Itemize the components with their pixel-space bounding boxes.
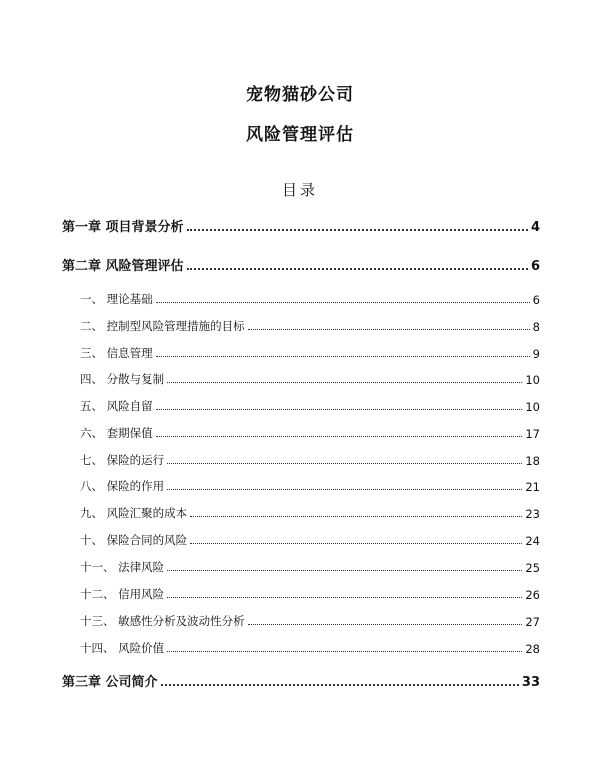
toc-entry-label: 第二章 风险管理评估 bbox=[62, 259, 184, 274]
toc-entry-label: 四、 分散与复制 bbox=[80, 372, 165, 386]
toc-entry[interactable] bbox=[62, 474, 540, 494]
toc-entry[interactable] bbox=[62, 394, 540, 414]
toc-entry-page: 21 bbox=[525, 480, 540, 494]
toc-entry[interactable] bbox=[62, 314, 540, 334]
toc-heading: 目录 bbox=[281, 181, 318, 199]
toc-entry-page: 17 bbox=[525, 427, 540, 441]
toc-entry-page: 24 bbox=[525, 534, 540, 548]
toc-entry[interactable] bbox=[62, 670, 540, 690]
toc-entry-page: 23 bbox=[525, 507, 540, 521]
toc-entry-page: 9 bbox=[532, 347, 540, 361]
toc-dot-leader bbox=[167, 463, 522, 464]
toc-entry-page: 10 bbox=[525, 373, 540, 387]
toc-entry-page: 18 bbox=[525, 454, 540, 468]
toc-dot-leader bbox=[161, 684, 519, 686]
toc-entry-page: 25 bbox=[525, 561, 540, 575]
toc-entry-page: 28 bbox=[525, 642, 540, 656]
toc-entry-page: 27 bbox=[525, 615, 540, 629]
toc-dot-leader bbox=[190, 543, 522, 544]
toc-entry-label: 十二、 信用风险 bbox=[80, 587, 165, 601]
toc-dot-leader bbox=[167, 651, 522, 652]
toc-entry-label: 一、 理论基础 bbox=[80, 292, 153, 306]
toc-dot-leader bbox=[187, 268, 528, 270]
toc-entry-label: 十一、 法律风险 bbox=[80, 560, 165, 574]
toc-entry-label: 十四、 风险价值 bbox=[80, 641, 165, 655]
toc-entry[interactable] bbox=[62, 528, 540, 548]
toc-dot-leader bbox=[156, 302, 530, 303]
toc-entry[interactable] bbox=[62, 421, 540, 441]
toc-entry[interactable] bbox=[62, 254, 540, 274]
toc-dot-leader bbox=[156, 436, 523, 437]
toc-entry-page: 26 bbox=[525, 588, 540, 602]
toc-entry[interactable] bbox=[62, 636, 540, 656]
toc-entry[interactable] bbox=[62, 609, 540, 629]
toc-dot-leader bbox=[156, 356, 530, 357]
toc-entry-page: 6 bbox=[530, 259, 540, 274]
toc-entry-label: 八、 保险的作用 bbox=[80, 479, 165, 493]
toc-entry-page: 4 bbox=[530, 220, 540, 235]
toc-entry[interactable] bbox=[62, 215, 540, 235]
toc-entry[interactable] bbox=[62, 367, 540, 387]
toc-entry[interactable] bbox=[62, 555, 540, 575]
toc-entry[interactable] bbox=[62, 287, 540, 307]
toc-dot-leader bbox=[167, 597, 522, 598]
toc-entry-label: 二、 控制型风险管理措施的目标 bbox=[80, 319, 245, 333]
toc-dot-leader bbox=[248, 624, 523, 625]
toc-entry[interactable] bbox=[62, 501, 540, 521]
toc-entry-label: 三、 信息管理 bbox=[80, 346, 153, 360]
toc-entry-label: 第一章 项目背景分析 bbox=[62, 220, 184, 235]
toc-dot-leader bbox=[248, 329, 530, 330]
toc-entry-label: 第三章 公司简介 bbox=[62, 675, 158, 690]
toc-entry[interactable] bbox=[62, 448, 540, 468]
toc-entry-label: 六、 套期保值 bbox=[80, 426, 153, 440]
toc-entry-page: 6 bbox=[532, 293, 540, 307]
toc-entry-page: 8 bbox=[532, 320, 540, 334]
toc-dot-leader bbox=[190, 516, 522, 517]
toc-entry-label: 十三、 敏感性分析及波动性分析 bbox=[80, 614, 245, 628]
toc-entry-label: 五、 风险自留 bbox=[80, 399, 153, 413]
toc-entry-label: 九、 风险汇聚的成本 bbox=[80, 506, 188, 520]
toc-dot-leader bbox=[167, 489, 522, 490]
toc-dot-leader bbox=[156, 409, 523, 410]
toc-entry[interactable] bbox=[62, 341, 540, 361]
toc-entry[interactable] bbox=[62, 582, 540, 602]
toc-dot-leader bbox=[187, 229, 528, 231]
report-title: 风险管理评估 bbox=[246, 125, 354, 145]
toc-entry-label: 十、 保险合同的风险 bbox=[80, 533, 188, 547]
company-name: 宠物猫砂公司 bbox=[246, 85, 354, 105]
toc-dot-leader bbox=[167, 382, 522, 383]
toc-dot-leader bbox=[167, 570, 522, 571]
toc-entry-page: 10 bbox=[525, 400, 540, 414]
toc-entry-page: 33 bbox=[521, 675, 540, 690]
toc-entry-label: 七、 保险的运行 bbox=[80, 453, 165, 467]
